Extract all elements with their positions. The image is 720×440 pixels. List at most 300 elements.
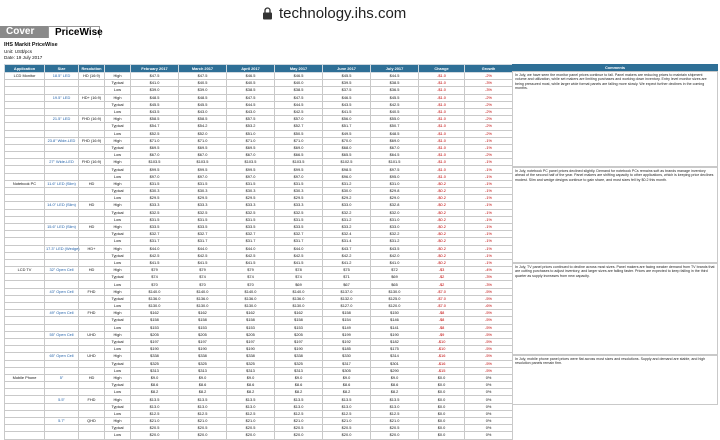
size-cell[interactable]: 27" Wide-LED — [45, 159, 79, 166]
price-cell[interactable]: $36.5 — [371, 87, 419, 94]
price-cell[interactable]: $46.5 — [275, 73, 323, 80]
price-cell[interactable]: $39.5 — [323, 80, 371, 87]
price-cell[interactable]: $29.0 — [371, 195, 419, 202]
change-cell[interactable]: $0.0 — [419, 418, 465, 425]
app-cell[interactable] — [5, 152, 45, 159]
price-cell[interactable]: $41.5 — [323, 108, 371, 115]
price-cell[interactable]: $21.0 — [371, 418, 419, 425]
size-cell[interactable]: 15.6" LED (Slim) — [45, 223, 79, 230]
price-cell[interactable]: $190 — [131, 346, 179, 353]
change-cell[interactable]: $0.0 — [419, 432, 465, 439]
change-cell[interactable]: -$1.0 — [419, 166, 465, 173]
price-cell[interactable]: $31.5 — [227, 216, 275, 223]
price-cell[interactable]: $338 — [179, 353, 227, 360]
price-cell[interactable]: $13.0 — [323, 403, 371, 410]
price-type-cell[interactable]: Typical — [105, 338, 131, 345]
price-cell[interactable]: $175 — [371, 346, 419, 353]
growth-cell[interactable]: -2% — [465, 152, 513, 159]
price-cell[interactable]: $31.7 — [227, 238, 275, 245]
change-cell[interactable]: $0.0 — [419, 410, 465, 417]
price-cell[interactable]: $158 — [227, 317, 275, 324]
size-cell[interactable]: 65" Open Cell — [45, 353, 79, 360]
price-cell[interactable]: $8.6 — [179, 382, 227, 389]
price-cell[interactable]: $55.0 — [371, 116, 419, 123]
price-cell[interactable]: $79 — [131, 267, 179, 274]
price-cell[interactable]: $20.0 — [131, 432, 179, 439]
price-cell[interactable]: $97.5 — [371, 166, 419, 173]
change-cell[interactable]: -$1.0 — [419, 73, 465, 80]
price-type-cell[interactable]: Typical — [105, 317, 131, 324]
growth-cell[interactable]: -1% — [465, 259, 513, 266]
price-type-cell[interactable]: High — [105, 202, 131, 209]
price-cell[interactable]: $78 — [275, 267, 323, 274]
price-cell[interactable]: $31.7 — [275, 238, 323, 245]
price-cell[interactable]: $130.0 — [179, 303, 227, 310]
resolution-cell[interactable]: FHD — [79, 288, 105, 295]
price-cell[interactable]: $140.0 — [131, 288, 179, 295]
price-type-cell[interactable]: Typical — [105, 80, 131, 87]
resolution-cell[interactable] — [79, 238, 105, 245]
price-cell[interactable]: $12.5 — [131, 410, 179, 417]
price-cell[interactable]: $57.5 — [227, 116, 275, 123]
size-cell[interactable] — [45, 303, 79, 310]
price-cell[interactable]: $71.0 — [275, 137, 323, 144]
price-cell[interactable]: $58.5 — [131, 116, 179, 123]
app-cell[interactable] — [5, 188, 45, 195]
price-cell[interactable]: $31.5 — [275, 180, 323, 187]
size-cell[interactable] — [45, 144, 79, 151]
app-cell[interactable] — [5, 274, 45, 281]
price-type-cell[interactable]: Low — [105, 410, 131, 417]
price-cell[interactable]: $20.0 — [371, 432, 419, 439]
app-cell[interactable] — [5, 396, 45, 403]
price-cell[interactable]: $30.0 — [323, 188, 371, 195]
app-cell[interactable] — [5, 331, 45, 338]
column-header[interactable]: May 2017 — [275, 65, 323, 73]
price-cell[interactable]: $162 — [179, 310, 227, 317]
resolution-cell[interactable] — [79, 360, 105, 367]
price-cell[interactable]: $66.5 — [275, 152, 323, 159]
price-type-cell[interactable]: Typical — [105, 274, 131, 281]
resolution-cell[interactable] — [79, 108, 105, 115]
price-cell[interactable]: $43.0 — [179, 108, 227, 115]
app-cell[interactable] — [5, 295, 45, 302]
price-cell[interactable]: $47.5 — [227, 94, 275, 101]
price-cell[interactable]: $51.0 — [227, 130, 275, 137]
price-cell[interactable]: $205 — [275, 331, 323, 338]
price-cell[interactable]: $314 — [371, 353, 419, 360]
resolution-cell[interactable]: HD+ (16:9) — [79, 94, 105, 101]
price-cell[interactable]: $43.5 — [371, 245, 419, 252]
price-cell[interactable]: $31.7 — [179, 238, 227, 245]
price-cell[interactable]: $338 — [275, 353, 323, 360]
price-cell[interactable]: $8.2 — [275, 389, 323, 396]
price-cell[interactable]: $58.5 — [179, 116, 227, 123]
change-cell[interactable]: -$2 — [419, 274, 465, 281]
price-type-cell[interactable]: High — [105, 245, 131, 252]
growth-cell[interactable]: -2% — [465, 123, 513, 130]
price-cell[interactable]: $32.8 — [371, 202, 419, 209]
price-cell[interactable]: $32.2 — [371, 231, 419, 238]
price-cell[interactable]: $47.5 — [179, 73, 227, 80]
resolution-cell[interactable] — [79, 188, 105, 195]
price-type-cell[interactable]: Typical — [105, 209, 131, 216]
size-cell[interactable] — [45, 425, 79, 432]
price-cell[interactable]: $29.5 — [131, 195, 179, 202]
price-cell[interactable]: $54.2 — [179, 123, 227, 130]
size-cell[interactable]: 5.7" — [45, 418, 79, 425]
price-type-cell[interactable]: Typical — [105, 252, 131, 259]
change-cell[interactable]: -$1.0 — [419, 80, 465, 87]
change-cell[interactable]: -$0.2 — [419, 216, 465, 223]
price-cell[interactable]: $103.5 — [179, 159, 227, 166]
price-cell[interactable]: $21.0 — [179, 418, 227, 425]
price-type-cell[interactable]: High — [105, 418, 131, 425]
app-cell[interactable] — [5, 245, 45, 252]
growth-cell[interactable]: -1% — [465, 231, 513, 238]
price-cell[interactable]: $69.5 — [179, 144, 227, 151]
growth-cell[interactable]: -2% — [465, 73, 513, 80]
price-cell[interactable]: $102.5 — [323, 159, 371, 166]
price-cell[interactable]: $29.5 — [179, 195, 227, 202]
price-cell[interactable]: $13.5 — [323, 396, 371, 403]
resolution-cell[interactable] — [79, 173, 105, 180]
price-cell[interactable]: $8.2 — [227, 389, 275, 396]
price-cell[interactable]: $54.7 — [131, 123, 179, 130]
app-cell[interactable] — [5, 259, 45, 266]
price-cell[interactable]: $69 — [371, 274, 419, 281]
price-cell[interactable]: $32.0 — [371, 209, 419, 216]
price-cell[interactable]: $13.5 — [275, 396, 323, 403]
price-type-cell[interactable]: Low — [105, 173, 131, 180]
growth-cell[interactable]: -3% — [465, 281, 513, 288]
price-cell[interactable]: $67.0 — [131, 152, 179, 159]
resolution-cell[interactable]: FHD (16:9) — [79, 159, 105, 166]
price-cell[interactable]: $20.5 — [275, 425, 323, 432]
price-cell[interactable]: $9.0 — [371, 374, 419, 381]
growth-cell[interactable]: 0% — [465, 403, 513, 410]
change-cell[interactable]: -$1.0 — [419, 94, 465, 101]
price-cell[interactable]: $74 — [275, 274, 323, 281]
price-cell[interactable]: $48.5 — [131, 94, 179, 101]
change-cell[interactable]: -$9 — [419, 331, 465, 338]
app-cell[interactable] — [5, 346, 45, 353]
size-cell[interactable] — [45, 403, 79, 410]
price-cell[interactable]: $158 — [179, 317, 227, 324]
price-type-cell[interactable]: Typical — [105, 295, 131, 302]
price-cell[interactable]: $9.0 — [179, 374, 227, 381]
price-type-cell[interactable]: High — [105, 331, 131, 338]
size-cell[interactable] — [45, 101, 79, 108]
price-cell[interactable]: $50.5 — [275, 130, 323, 137]
price-cell[interactable]: $103.5 — [275, 159, 323, 166]
price-cell[interactable]: $31.2 — [323, 216, 371, 223]
price-cell[interactable]: $69 — [275, 281, 323, 288]
growth-cell[interactable]: -5% — [465, 310, 513, 317]
price-cell[interactable]: $325 — [131, 360, 179, 367]
growth-cell[interactable]: 0% — [465, 374, 513, 381]
resolution-cell[interactable] — [79, 87, 105, 94]
growth-cell[interactable]: -3% — [465, 80, 513, 87]
price-cell[interactable]: $136.0 — [275, 295, 323, 302]
price-cell[interactable]: $8.6 — [131, 382, 179, 389]
column-header[interactable]: Growth — [465, 65, 513, 73]
price-cell[interactable]: $185 — [323, 346, 371, 353]
price-cell[interactable]: $44.5 — [275, 101, 323, 108]
price-cell[interactable]: $29.5 — [275, 195, 323, 202]
price-type-cell[interactable]: High — [105, 73, 131, 80]
price-cell[interactable]: $48.5 — [371, 130, 419, 137]
price-cell[interactable]: $71.0 — [179, 137, 227, 144]
price-cell[interactable]: $38.5 — [227, 87, 275, 94]
price-cell[interactable]: $33.5 — [275, 223, 323, 230]
price-cell[interactable]: $42.5 — [275, 252, 323, 259]
price-type-cell[interactable]: Low — [105, 216, 131, 223]
resolution-cell[interactable] — [79, 123, 105, 130]
change-cell[interactable]: -$0.2 — [419, 238, 465, 245]
price-cell[interactable]: $56.0 — [323, 116, 371, 123]
resolution-cell[interactable]: FHD (16:9) — [79, 116, 105, 123]
price-cell[interactable]: $43.5 — [131, 108, 179, 115]
price-type-cell[interactable]: Typical — [105, 403, 131, 410]
app-cell[interactable] — [5, 108, 45, 115]
column-header[interactable]: Resolution — [79, 65, 105, 73]
app-cell[interactable] — [5, 403, 45, 410]
price-type-cell[interactable]: Low — [105, 367, 131, 374]
size-cell[interactable]: 18.5" LED — [45, 73, 79, 80]
price-cell[interactable]: $290 — [371, 367, 419, 374]
price-cell[interactable]: $140.0 — [227, 288, 275, 295]
change-cell[interactable]: -$0.2 — [419, 223, 465, 230]
growth-cell[interactable]: 0% — [465, 432, 513, 439]
growth-cell[interactable]: -5% — [465, 288, 513, 295]
price-cell[interactable]: $20.5 — [371, 425, 419, 432]
price-cell[interactable]: $99.5 — [131, 166, 179, 173]
price-cell[interactable]: $45.5 — [131, 101, 179, 108]
address-bar[interactable] — [262, 4, 406, 22]
resolution-cell[interactable] — [79, 324, 105, 331]
price-type-cell[interactable]: Typical — [105, 144, 131, 151]
price-cell[interactable]: $190 — [179, 346, 227, 353]
app-cell[interactable] — [5, 353, 45, 360]
price-cell[interactable]: $146 — [371, 317, 419, 324]
growth-cell[interactable]: -1% — [465, 137, 513, 144]
price-cell[interactable]: $20.0 — [275, 432, 323, 439]
app-cell[interactable] — [5, 432, 45, 439]
change-cell[interactable]: -$1.0 — [419, 108, 465, 115]
price-cell[interactable]: $20.0 — [227, 432, 275, 439]
resolution-cell[interactable] — [79, 425, 105, 432]
price-cell[interactable]: $313 — [179, 367, 227, 374]
price-cell[interactable]: $132.0 — [323, 295, 371, 302]
price-cell[interactable]: $330 — [323, 353, 371, 360]
price-cell[interactable]: $37.5 — [323, 87, 371, 94]
price-cell[interactable]: $46.5 — [227, 73, 275, 80]
price-cell[interactable]: $162 — [227, 310, 275, 317]
price-cell[interactable]: $9.0 — [227, 374, 275, 381]
resolution-cell[interactable]: HD — [79, 202, 105, 209]
resolution-cell[interactable]: HD — [79, 223, 105, 230]
price-cell[interactable]: $75 — [323, 267, 371, 274]
change-cell[interactable]: -$7.0 — [419, 295, 465, 302]
price-cell[interactable]: $52.7 — [275, 123, 323, 130]
app-cell[interactable] — [5, 94, 45, 101]
price-cell[interactable]: $79 — [179, 267, 227, 274]
price-cell[interactable]: $32.7 — [179, 231, 227, 238]
size-cell[interactable] — [45, 338, 79, 345]
price-type-cell[interactable]: High — [105, 396, 131, 403]
change-cell[interactable]: -$1.0 — [419, 144, 465, 151]
growth-cell[interactable]: -1% — [465, 223, 513, 230]
price-cell[interactable]: $197 — [131, 338, 179, 345]
price-cell[interactable]: $12.5 — [371, 410, 419, 417]
resolution-cell[interactable]: QHD — [79, 418, 105, 425]
price-cell[interactable]: $140.0 — [179, 288, 227, 295]
resolution-cell[interactable] — [79, 195, 105, 202]
price-cell[interactable]: $33.5 — [131, 223, 179, 230]
size-cell[interactable]: 43" Open Cell — [45, 288, 79, 295]
resolution-cell[interactable]: FHD — [79, 310, 105, 317]
column-header[interactable]: July 2017 — [371, 65, 419, 73]
change-cell[interactable]: -$1.0 — [419, 101, 465, 108]
price-cell[interactable]: $32.5 — [227, 209, 275, 216]
price-cell[interactable]: $13.0 — [371, 403, 419, 410]
size-cell[interactable] — [45, 346, 79, 353]
price-cell[interactable]: $98.5 — [323, 166, 371, 173]
price-cell[interactable]: $38.5 — [275, 87, 323, 94]
resolution-cell[interactable] — [79, 130, 105, 137]
price-cell[interactable]: $32.4 — [323, 231, 371, 238]
price-cell[interactable]: $13.5 — [227, 396, 275, 403]
app-cell[interactable] — [5, 116, 45, 123]
price-cell[interactable]: $32.5 — [275, 209, 323, 216]
price-cell[interactable]: $20.0 — [323, 432, 371, 439]
price-cell[interactable]: $12.5 — [275, 410, 323, 417]
price-cell[interactable]: $30.3 — [275, 188, 323, 195]
resolution-cell[interactable] — [79, 166, 105, 173]
size-cell[interactable]: 55" Open Cell — [45, 331, 79, 338]
price-cell[interactable]: $45.5 — [371, 94, 419, 101]
change-cell[interactable]: -$1.0 — [419, 116, 465, 123]
price-cell[interactable]: $8.6 — [371, 382, 419, 389]
column-header[interactable]: Size — [45, 65, 79, 73]
price-cell[interactable]: $136.0 — [131, 295, 179, 302]
price-cell[interactable]: $74 — [131, 274, 179, 281]
price-cell[interactable]: $52.5 — [131, 130, 179, 137]
app-cell[interactable] — [5, 317, 45, 324]
growth-cell[interactable]: -5% — [465, 346, 513, 353]
price-type-cell[interactable]: Low — [105, 238, 131, 245]
size-cell[interactable] — [45, 324, 79, 331]
growth-cell[interactable]: -1% — [465, 202, 513, 209]
column-header[interactable]: February 2017 — [131, 65, 179, 73]
change-cell[interactable]: -$1.0 — [419, 159, 465, 166]
price-cell[interactable]: $20.5 — [227, 425, 275, 432]
growth-cell[interactable]: -1% — [465, 245, 513, 252]
change-cell[interactable]: -$0.2 — [419, 188, 465, 195]
price-type-cell[interactable]: High — [105, 310, 131, 317]
app-cell[interactable] — [5, 303, 45, 310]
price-cell[interactable]: $153 — [131, 324, 179, 331]
app-cell[interactable] — [5, 367, 45, 374]
price-cell[interactable]: $30.3 — [179, 188, 227, 195]
app-cell[interactable] — [5, 324, 45, 331]
column-header[interactable] — [105, 65, 131, 73]
price-cell[interactable]: $127.0 — [323, 303, 371, 310]
price-cell[interactable]: $158 — [323, 310, 371, 317]
size-cell[interactable] — [45, 188, 79, 195]
resolution-cell[interactable] — [79, 209, 105, 216]
size-cell[interactable] — [45, 231, 79, 238]
growth-cell[interactable]: -2% — [465, 94, 513, 101]
size-cell[interactable]: 5" — [45, 374, 79, 381]
price-type-cell[interactable]: Low — [105, 152, 131, 159]
price-cell[interactable]: $41.2 — [323, 259, 371, 266]
price-cell[interactable]: $44.0 — [131, 245, 179, 252]
price-cell[interactable]: $44.5 — [371, 73, 419, 80]
change-cell[interactable]: -$0.2 — [419, 209, 465, 216]
price-cell[interactable]: $13.0 — [179, 403, 227, 410]
price-cell[interactable]: $31.5 — [227, 180, 275, 187]
size-cell[interactable] — [45, 274, 79, 281]
price-cell[interactable]: $31.5 — [179, 216, 227, 223]
price-cell[interactable]: $313 — [227, 367, 275, 374]
app-cell[interactable] — [5, 238, 45, 245]
price-cell[interactable]: $8.2 — [323, 389, 371, 396]
price-cell[interactable]: $41.5 — [275, 259, 323, 266]
price-cell[interactable]: $197 — [275, 338, 323, 345]
price-cell[interactable]: $317 — [323, 360, 371, 367]
growth-cell[interactable]: -5% — [465, 353, 513, 360]
growth-cell[interactable]: 0% — [465, 425, 513, 432]
price-cell[interactable]: $153 — [227, 324, 275, 331]
growth-cell[interactable]: 0% — [465, 418, 513, 425]
price-type-cell[interactable]: High — [105, 159, 131, 166]
app-cell[interactable] — [5, 202, 45, 209]
change-cell[interactable]: $0.0 — [419, 403, 465, 410]
price-cell[interactable]: $79 — [227, 267, 275, 274]
price-cell[interactable]: $21.0 — [227, 418, 275, 425]
resolution-cell[interactable] — [79, 144, 105, 151]
app-cell[interactable] — [5, 173, 45, 180]
size-cell[interactable] — [45, 166, 79, 173]
price-cell[interactable]: $192 — [323, 338, 371, 345]
price-cell[interactable]: $190 — [275, 346, 323, 353]
price-cell[interactable]: $325 — [275, 360, 323, 367]
size-cell[interactable]: 21.5" LED — [45, 116, 79, 123]
price-type-cell[interactable]: Low — [105, 281, 131, 288]
column-header[interactable]: Application — [5, 65, 45, 73]
price-cell[interactable]: $67.0 — [227, 152, 275, 159]
price-cell[interactable]: $150 — [371, 310, 419, 317]
price-type-cell[interactable]: Low — [105, 389, 131, 396]
app-cell[interactable]: LCD TV — [5, 267, 45, 274]
tab-cover[interactable]: Cover — [0, 26, 48, 38]
price-type-cell[interactable]: Typical — [105, 382, 131, 389]
app-cell[interactable] — [5, 137, 45, 144]
app-cell[interactable] — [5, 410, 45, 417]
resolution-cell[interactable]: HD — [79, 180, 105, 187]
growth-cell[interactable]: -5% — [465, 317, 513, 324]
resolution-cell[interactable] — [79, 295, 105, 302]
price-cell[interactable]: $9.0 — [131, 374, 179, 381]
growth-cell[interactable]: -5% — [465, 295, 513, 302]
growth-cell[interactable]: 0% — [465, 410, 513, 417]
resolution-cell[interactable] — [79, 231, 105, 238]
price-type-cell[interactable]: Low — [105, 432, 131, 439]
change-cell[interactable]: -$10 — [419, 338, 465, 345]
price-cell[interactable]: $154 — [323, 317, 371, 324]
